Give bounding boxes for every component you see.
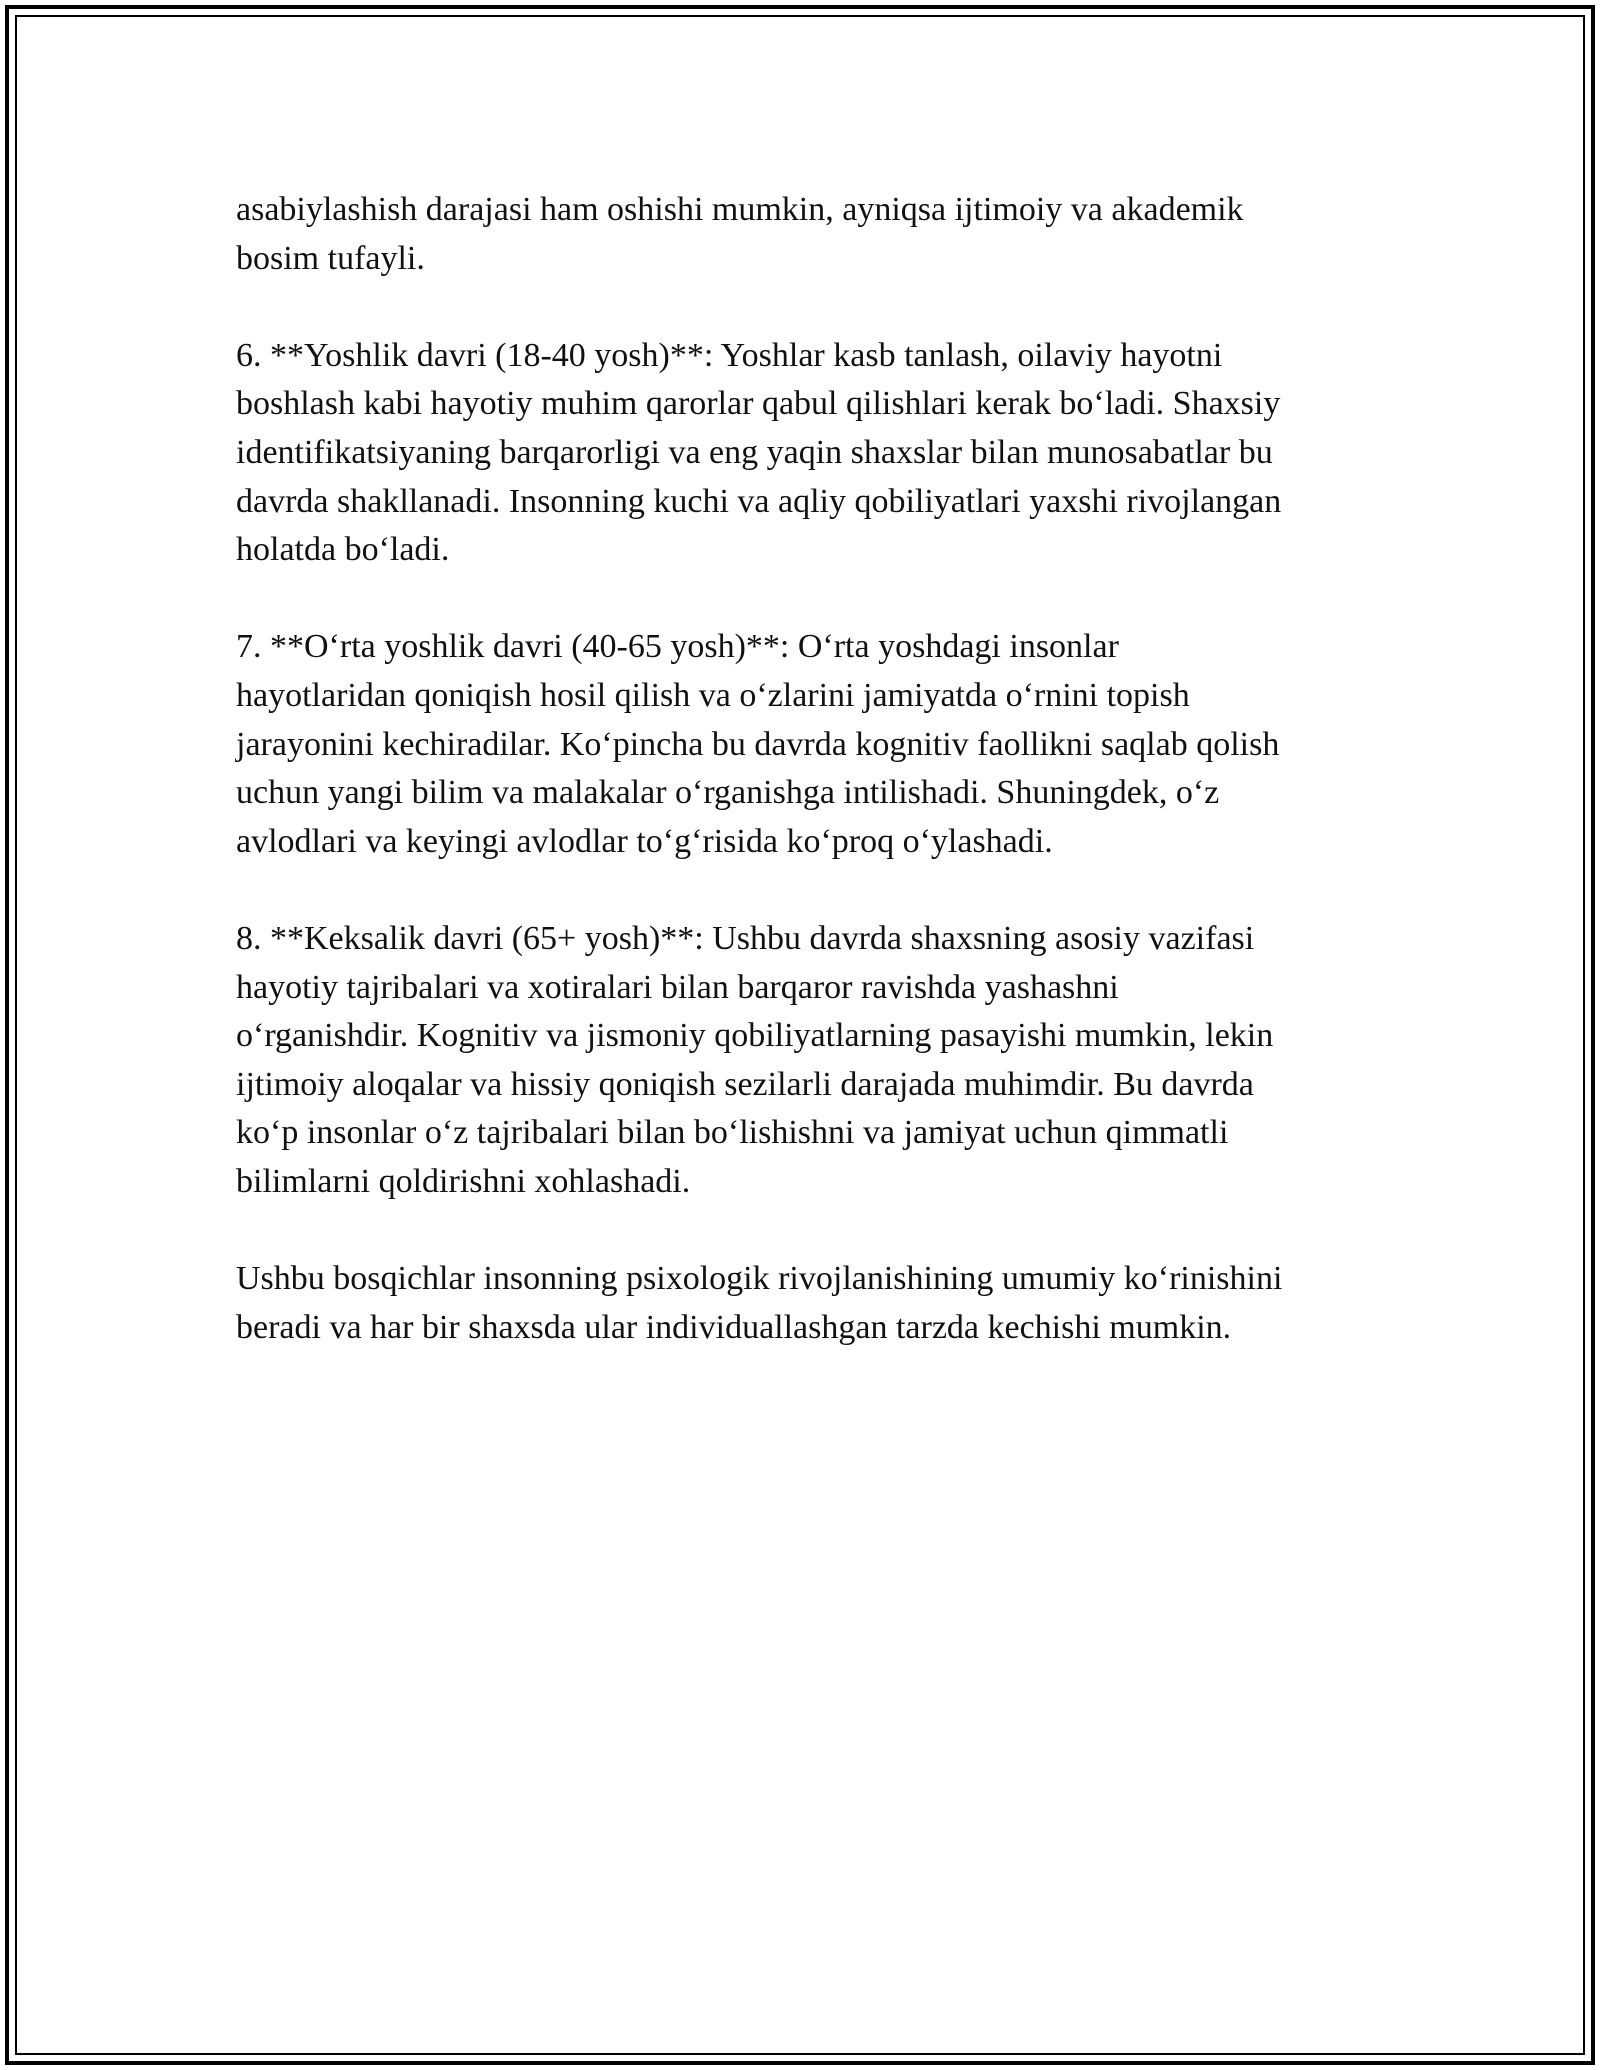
paragraph-youth-stage: 6. **Yoshlik davri (18-40 yosh)**: Yoshlar kasb tanlash, oilaviy hayotni boshlash kabi hayotiy muhim qarorlar qabul qilishlari kerak bo‘ladi. Shaxsiy identifikatsiyaning barqarorligi va eng yaqin shaxslar bilan munosabatlar bu davrda shakllanadi. Insonning kuchi va aqliy qobiliyatlari yaxshi rivojlangan holatda bo‘ladi. [236, 336, 1282, 569]
paragraph-conclusion: Ushbu bosqichlar insonning psixologik rivojlanishining umumiy ko‘rinishini beradi va har bir shaxsda ular individuallashgan tarzda kechishi mumkin. [236, 1260, 1283, 1346]
document-body [236, 186, 1386, 1401]
paragraph-middle-age-stage: 7. **O‘rta yoshlik davri (40-65 yosh)**: O‘rta yoshdagi insonlar hayotlaridan qoniqish hosil qilish va o‘zlarini jamiyatda o‘rnini topish jarayonini kechiradilar. Ko‘pincha bu davrda kognitiv faollikni saqlab qolish uchun yangi bilim va malakalar o‘rganishga intilishadi. Shuningdek, o‘z avlodlari va keyingi avlodlar to‘g‘risida ko‘proq o‘ylashadi. [236, 628, 1280, 860]
paragraph-old-age-stage: 8. **Keksalik davri (65+ yosh)**: Ushbu davrda shaxsning asosiy vazifasi hayotiy tajribalari va xotiralari bilan barqaror ravishda yashashni o‘rganishdir. Kognitiv va jismoniy qobiliyatlarning pasayishi mumkin, lekin ijtimoiy aloqalar va hissiy qoniqish sezilarli darajada muhimdir. Bu davrda ko‘p insonlar o‘z tajribalari bilan bo‘lishishni va jamiyat uchun qimmatli bilimlarni qoldirishni xohlashadi. [236, 919, 1274, 1200]
paragraph-continuation: asabiylashish darajasi ham oshishi mumkin, ayniqsa ijtimoiy va akademik bosim tufayli. [236, 191, 1244, 277]
